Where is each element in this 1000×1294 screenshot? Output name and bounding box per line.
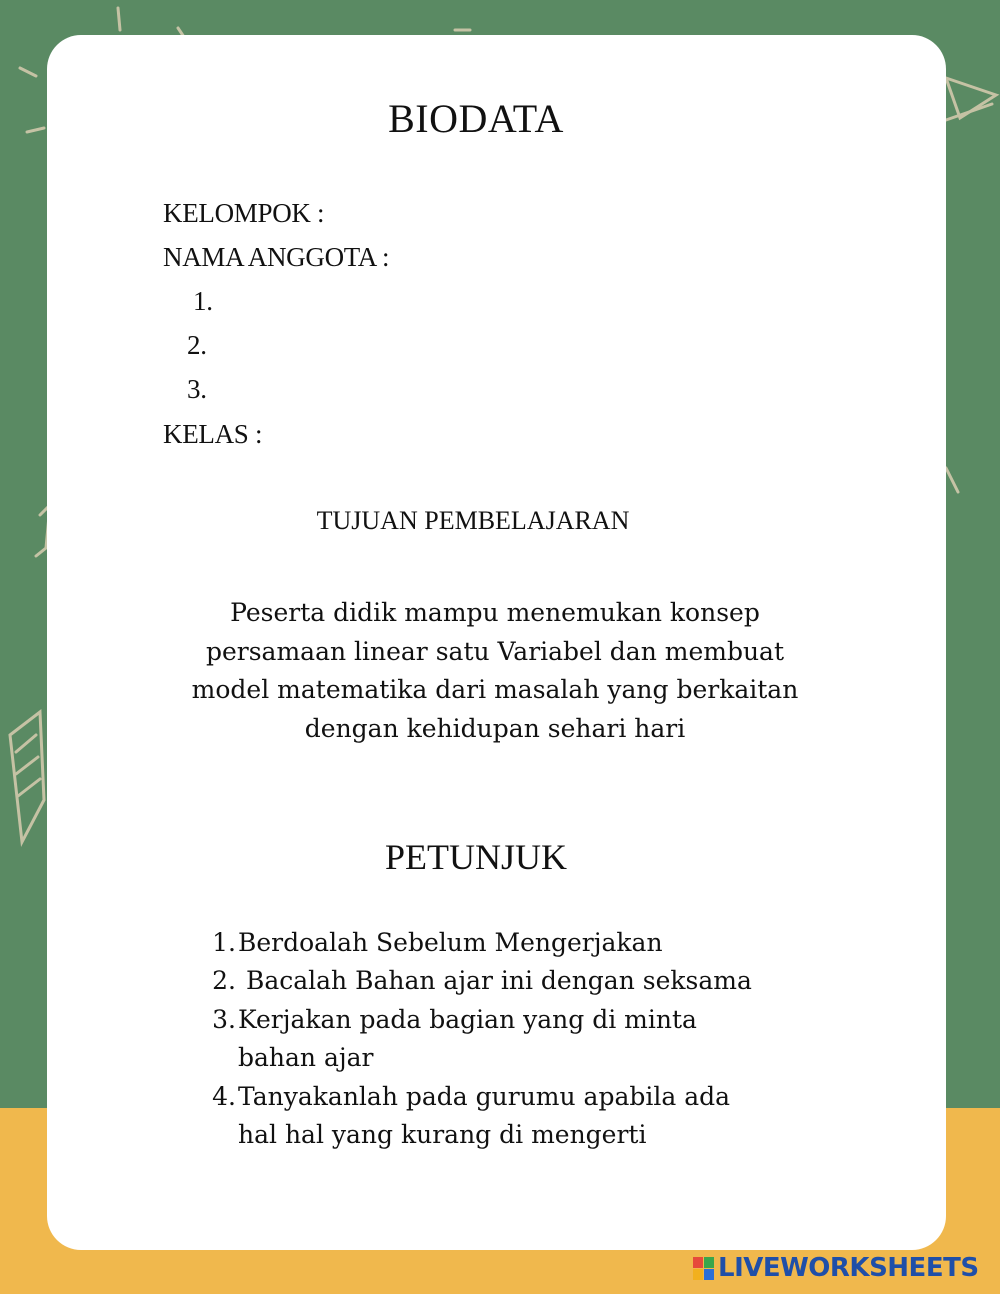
biodata-title: BIODATA xyxy=(388,96,564,141)
liveworksheets-mark-icon xyxy=(693,1257,714,1280)
kelompok-label: KELOMPOK : xyxy=(163,198,325,228)
petunjuk-heading: PETUNJUK xyxy=(384,837,567,877)
liveworksheets-logo[interactable] xyxy=(693,1250,979,1286)
liveworksheets-wordmark: LIVEWORKSHEETS xyxy=(718,1253,979,1283)
tujuan-line: dengan kehidupan sehari hari xyxy=(304,713,686,743)
tujuan-line: Peserta didik mampu menemukan konsep xyxy=(230,598,760,627)
tujuan-line: model matematika dari masalah yang berkaitan xyxy=(191,675,799,704)
instruction-number: 1. xyxy=(212,928,236,957)
instruction-text: Tanyakanlah pada gurumu apabila ada xyxy=(238,1082,731,1111)
instruction-number: 2. xyxy=(212,966,236,995)
member-number-1: 1. xyxy=(193,286,213,316)
tujuan-heading: TUJUAN PEMBELAJARAN xyxy=(316,506,630,535)
nama-anggota-label: NAMA ANGGOTA : xyxy=(163,242,390,272)
member-number-3: 3. xyxy=(187,374,207,404)
instruction-text-continued: hal hal yang kurang di mengerti xyxy=(238,1120,647,1149)
tujuan-text xyxy=(140,594,850,748)
tujuan-line: persamaan linear satu Variabel dan membuat xyxy=(205,636,785,666)
instruction-number: 4. xyxy=(212,1082,236,1111)
instruction-text-continued: bahan ajar xyxy=(238,1043,374,1072)
kelas-label: KELAS : xyxy=(163,419,263,449)
instruction-text: Berdoalah Sebelum Mengerjakan xyxy=(238,928,663,957)
member-number-2: 2. xyxy=(187,330,207,360)
instruction-number: 3. xyxy=(212,1005,236,1034)
instruction-text: Bacalah Bahan ajar ini dengan seksama xyxy=(238,966,752,995)
instruction-text: Kerjakan pada bagian yang di minta xyxy=(238,1005,697,1034)
